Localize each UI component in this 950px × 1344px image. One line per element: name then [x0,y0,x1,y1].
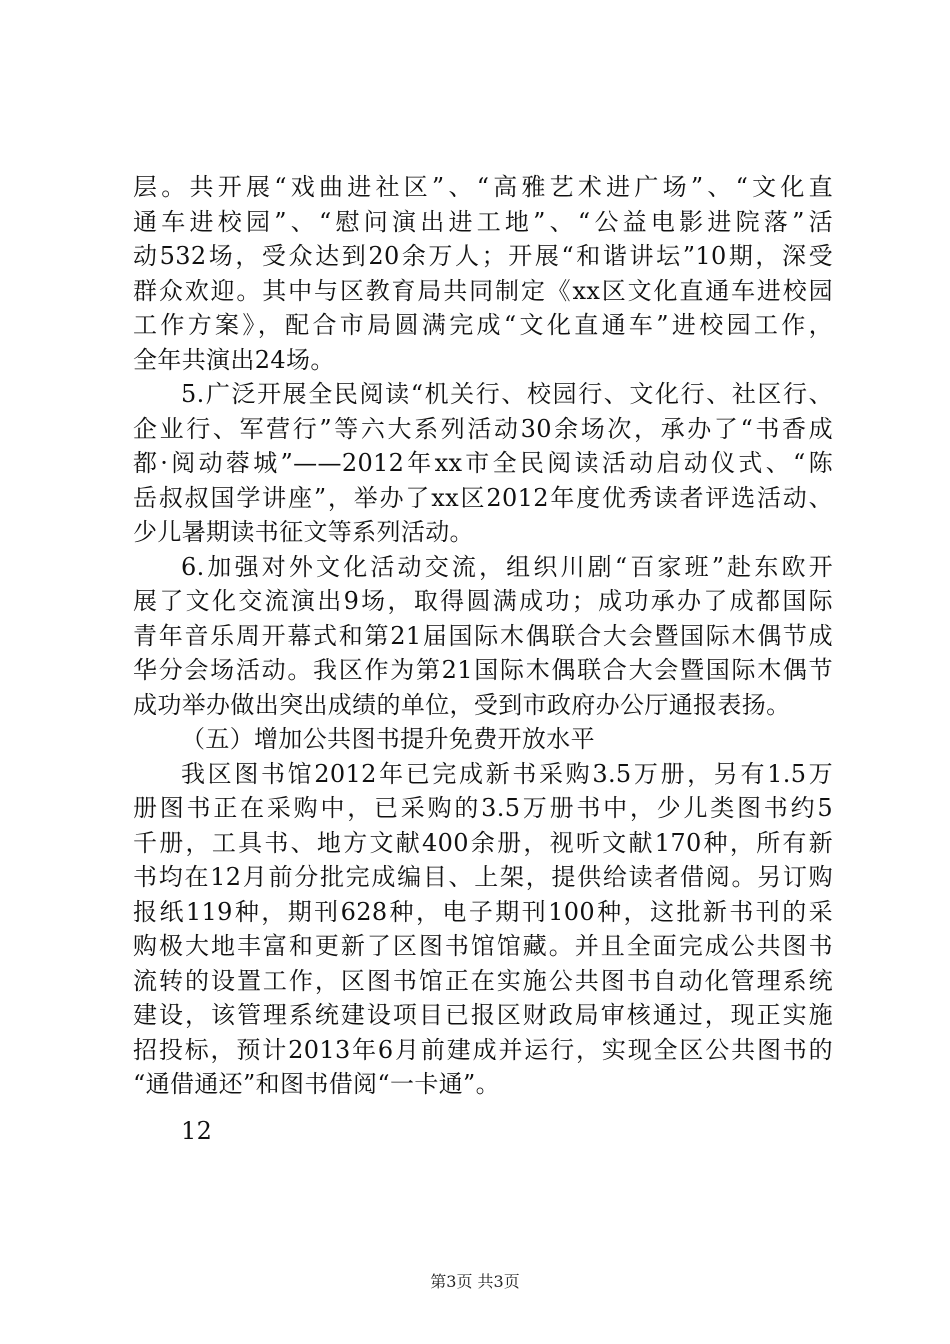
text-line: 工作方案》，配合市局圆满完成“文化直通车”进校园工作， [133,311,833,339]
text-line: 青年音乐周开幕式和第21届国际木偶联合大会暨国际木偶节成 [133,621,833,650]
text-line: 成功举办做出突出成绩的单位，受到市政府办公厅通报表扬。 [133,690,791,719]
text-line: 购极大地丰富和更新了区图书馆馆藏。并且全面完成公共图书 [133,932,833,960]
page-number-label: 第3页 共3页 [430,1272,520,1291]
document-body [133,170,833,1148]
text-line: 企业行、军营行”等六大系列活动30余场次，承办了“书香成 [133,414,833,443]
text-line: “通借通还”和图书借阅“一卡通”。 [133,1070,501,1098]
text-line: 层。共开展“戏曲进社区”、“高雅艺术进广场”、“文化直 [133,173,833,201]
paragraph-item-6-line: 6.加强对外文化活动交流，组织川剧“百家班”赴东欧开 [181,552,833,581]
text-line: 少儿暑期读书征文等系列活动。 [133,518,474,546]
paragraph-item-5-line: 5.广泛开展全民阅读“机关行、校园行、文化行、社区行、 [181,380,833,408]
page-footer [0,1272,950,1292]
text-line: 都·阅动蓉城”——2012年xx市全民阅读活动启动仪式、“陈 [133,449,833,477]
text-line: 华分会场活动。我区作为第21国际木偶联合大会暨国际木偶节 [133,656,833,684]
text-line: 书均在12月前分批完成编目、上架，提供给读者借阅。另订购 [133,863,833,891]
text-line: 报纸119种，期刊628种，电子期刊100种，这批新书刊的采 [133,897,833,926]
text-line: 流转的设置工作，区图书馆正在实施公共图书自动化管理系统 [133,966,833,995]
text-line: 岳叔叔国学讲座”，举办了xx区2012年度优秀读者评选活动、 [133,483,833,512]
text-line: 千册，工具书、地方文献400余册，视听文献170种，所有新 [133,828,833,857]
text-line: 招投标，预计2013年6月前建成并运行，实现全区公共图书的 [133,1035,833,1064]
text-line: 动532场，受众达到20余万人；开展“和谐讲坛”10期，深受 [133,242,833,270]
text-line: 通车进校园”、“慰问演出进工地”、“公益电影进院落”活 [133,207,833,236]
paragraph-library-line: 我区图书馆2012年已完成新书采购3.5万册，另有1.5万 [181,759,833,788]
text-line: 展了文化交流演出9场，取得圆满成功；成功承办了成都国际 [133,587,833,615]
text-line: 群众欢迎。其中与区教育局共同制定《xx区文化直通车进校园 [133,276,833,305]
text-line: 建设，该管理系统建设项目已报区财政局审核通过，现正实施 [133,1001,833,1029]
text-line: 册图书正在采购中，已采购的3.5万册书中，少儿类图书约5 [133,794,833,822]
page-marker: 12 [181,1116,213,1145]
section-heading: （五）增加公共图书提升免费开放水平 [181,725,595,753]
text-line: 全年共演出24场。 [133,345,335,374]
